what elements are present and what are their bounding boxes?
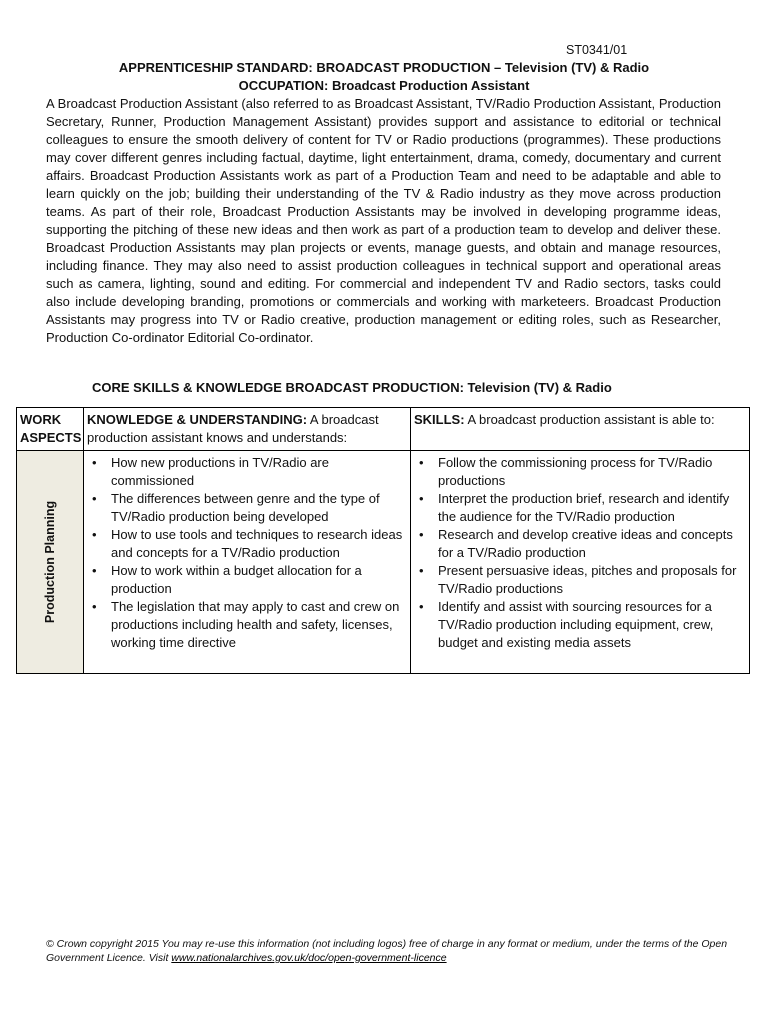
- skills-list: [414, 454, 746, 652]
- list-item: • Research and develop creative ideas and concepts for a TV/Radio production: [438, 526, 746, 562]
- document-reference: ST0341/01: [566, 43, 628, 57]
- skills-cell: [411, 451, 750, 674]
- knowledge-header: [84, 408, 411, 451]
- intro-paragraph: A Broadcast Production Assistant (also referred to as Broadcast Assistant, TV/Radio Production Assistant, Production Secretary, Runner, Production Management Assistant) provides support and assistance to editorial or technical colleagues to ensure the smooth delivery of content for TV or Radio productions (programmes). These productions may cover different genres including factual, daytime, light entertainment, drama, comedy, documentary and current affairs. Broadcast Production Assistants work as part of a Production Team and need to be adaptable and able to learn quickly on the job; building their understanding of the TV & Radio industry as they move across production teams. As part of their role, Broadcast Production Assistants may be involved in developing programme ideas, supporting the pitching of these new ideas and then work as part of a production team to develop and deliver these. Broadcast Production Assistants may plan projects or events, manage guests, and obtain and manage resources, including finance. They may also need to assist production colleagues in technical support and operational areas such as camera, lighting, sound and editing. For commercial and independent TV and Radio sectors, tasks could also include developing branding, promotions or commercials and working with marketeers. Broadcast Production Assistants may progress into TV or Radio creative, production management or editing roles, such as Researcher, Production Co-ordinator Editorial Co-ordinator.: [46, 96, 721, 345]
- table-header-row: [17, 408, 750, 451]
- skills-table: [16, 407, 750, 674]
- document-title: APPRENTICESHIP STANDARD: BROADCAST PRODUCTION – Television (TV) & Radio: [118, 60, 650, 75]
- list-item: • How new productions in TV/Radio are commissioned: [111, 454, 407, 490]
- list-item: • The differences between genre and the type of TV/Radio production being developed: [111, 490, 407, 526]
- list-item: • Follow the commissioning process for TV/Radio productions: [438, 454, 746, 490]
- knowledge-cell: [84, 451, 411, 674]
- list-item: • Present persuasive ideas, pitches and proposals for TV/Radio productions: [438, 562, 746, 598]
- list-item: • How to use tools and techniques to research ideas and concepts for a TV/Radio production: [111, 526, 407, 562]
- skills-header: [411, 408, 750, 451]
- list-item: • Identify and assist with sourcing resources for a TV/Radio production including equipment, crew, budget and existing media assets: [438, 598, 746, 652]
- licence-link[interactable]: www.nationalarchives.gov.uk/doc/open-government-licence: [171, 952, 447, 964]
- knowledge-header-text: A broadcast production assistant knows and understands:: [87, 412, 379, 445]
- list-item: • How to work within a budget allocation for a production: [111, 562, 407, 598]
- copyright-text: © Crown copyright 2015 You may re-use this information (not including logos) free of charge in any format or medium, under the terms of the Open Government Licence. Visit: [46, 938, 728, 964]
- table-row: [17, 451, 750, 674]
- knowledge-list: [87, 454, 407, 652]
- list-item: • The legislation that may apply to cast and crew on productions including health and safety, licenses, working time directive: [111, 598, 407, 652]
- work-aspect-cell: [17, 451, 84, 674]
- skills-header-text: A broadcast production assistant is able to:: [464, 412, 715, 427]
- list-item: • Interpret the production brief, research and identify the audience for the TV/Radio production: [438, 490, 746, 526]
- work-aspect-label: Production Planning: [43, 500, 57, 624]
- copyright-footer: [46, 937, 736, 965]
- work-aspects-header: WORK ASPECTS: [17, 408, 84, 451]
- skills-header-bold: SKILLS:: [414, 412, 465, 427]
- core-skills-heading: CORE SKILLS & KNOWLEDGE BROADCAST PRODUCTION: Television (TV) & Radio: [92, 380, 612, 395]
- occupation-title: OCCUPATION: Broadcast Production Assistant: [238, 78, 530, 93]
- knowledge-header-bold: KNOWLEDGE & UNDERSTANDING:: [87, 412, 308, 427]
